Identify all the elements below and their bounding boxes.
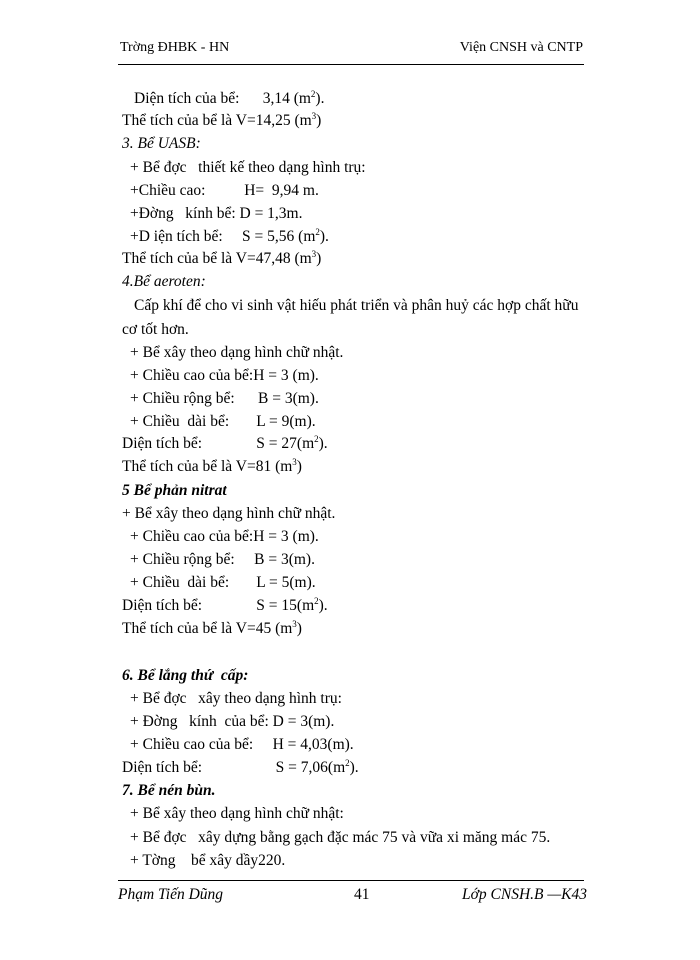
area-line: Diện tích bể: $S = 7,06(m^2)$. bbox=[122, 758, 359, 776]
area-line: Diện tích của bể: 3,14 $(m^2)$. bbox=[134, 89, 325, 107]
header-left: Trờng ĐHBK - HN bbox=[120, 40, 230, 55]
list-item: + Bể xây theo dạng hình chữ nhật: bbox=[130, 805, 344, 822]
list-item: + Tờng bể xây dầy220. bbox=[130, 852, 286, 869]
list-item: + Chiều cao của bể:H = 3 (m). bbox=[130, 367, 319, 384]
page-number: 41 bbox=[354, 886, 370, 903]
volume-line: Thể tích của bể là V=81 $(m^3)$ bbox=[122, 457, 302, 475]
area-line: Diện tích bể: $S = 27(m^2)$. bbox=[122, 434, 328, 452]
header-rule bbox=[118, 64, 584, 65]
footer-rule bbox=[118, 880, 584, 881]
volume-line: Thể tích của bể là V=14,25 $(m^3)$ bbox=[122, 111, 322, 129]
list-item: + Chiều dài bể: L = 9(m). bbox=[130, 413, 316, 430]
list-item: + Bể đợc thiết kế theo dạng hình trụ: bbox=[130, 159, 366, 176]
footer-author: Phạm Tiến Dũng bbox=[118, 886, 224, 903]
list-item: + Bể đợc xây dựng bằng gạch đặc mác 75 và vữa xi măng mác 75. bbox=[130, 829, 551, 846]
volume-line: Thể tích của bể là V=47,48 $(m^3)$ bbox=[122, 249, 322, 267]
section-heading: 6. Bể lắng thứ cấp: bbox=[122, 667, 249, 684]
list-item: + Bể xây theo dạng hình chữ nhật. bbox=[122, 505, 336, 522]
footer-class: Lớp CNSH.B —K43 bbox=[462, 886, 587, 903]
section-heading: 4.Bể aeroten: bbox=[122, 273, 206, 290]
list-item: + Chiều dài bể: L = 5(m). bbox=[130, 574, 316, 591]
paragraph-line: cơ tốt hơn. bbox=[122, 321, 189, 338]
list-item: + Đờng kính của bể: D = 3(m). bbox=[130, 713, 335, 730]
list-item: + Bể đợc xây theo dạng hình trụ: bbox=[130, 690, 342, 707]
section-heading: 5 Bể phản nitrat bbox=[122, 482, 227, 499]
header-right: Viện CNSH và CNTP bbox=[459, 40, 583, 55]
section-heading: 3. Bể UASB: bbox=[122, 135, 201, 152]
list-item: + Bể xây theo dạng hình chữ nhật. bbox=[130, 344, 344, 361]
list-item: + Chiều rộng bể: B = 3(m). bbox=[130, 390, 319, 407]
list-item: + Chiều rộng bể: B = 3(m). bbox=[130, 551, 315, 568]
list-item: + Chiều cao của bể: H = 4,03(m). bbox=[130, 736, 354, 753]
list-item: +Chiều cao: H= 9,94 m. bbox=[130, 182, 319, 199]
section-heading: 7. Bể nén bùn. bbox=[122, 782, 216, 799]
list-item: +Đờng kính bể: D = 1,3m. bbox=[130, 205, 303, 222]
area-line: Diện tích bể: $S = 15(m^2)$. bbox=[122, 596, 328, 614]
paragraph-line: Cấp khí để cho vi sinh vật hiếu phát triển và phân huỷ các hợp chất hữu bbox=[134, 297, 579, 314]
volume-line: Thể tích của bể là V=45 $(m^3)$ bbox=[122, 619, 302, 637]
list-item: +D iện tích bể: S = 5,56 $(m^2)$. bbox=[130, 227, 329, 245]
list-item: + Chiều cao của bể:H = 3 (m). bbox=[130, 528, 319, 545]
